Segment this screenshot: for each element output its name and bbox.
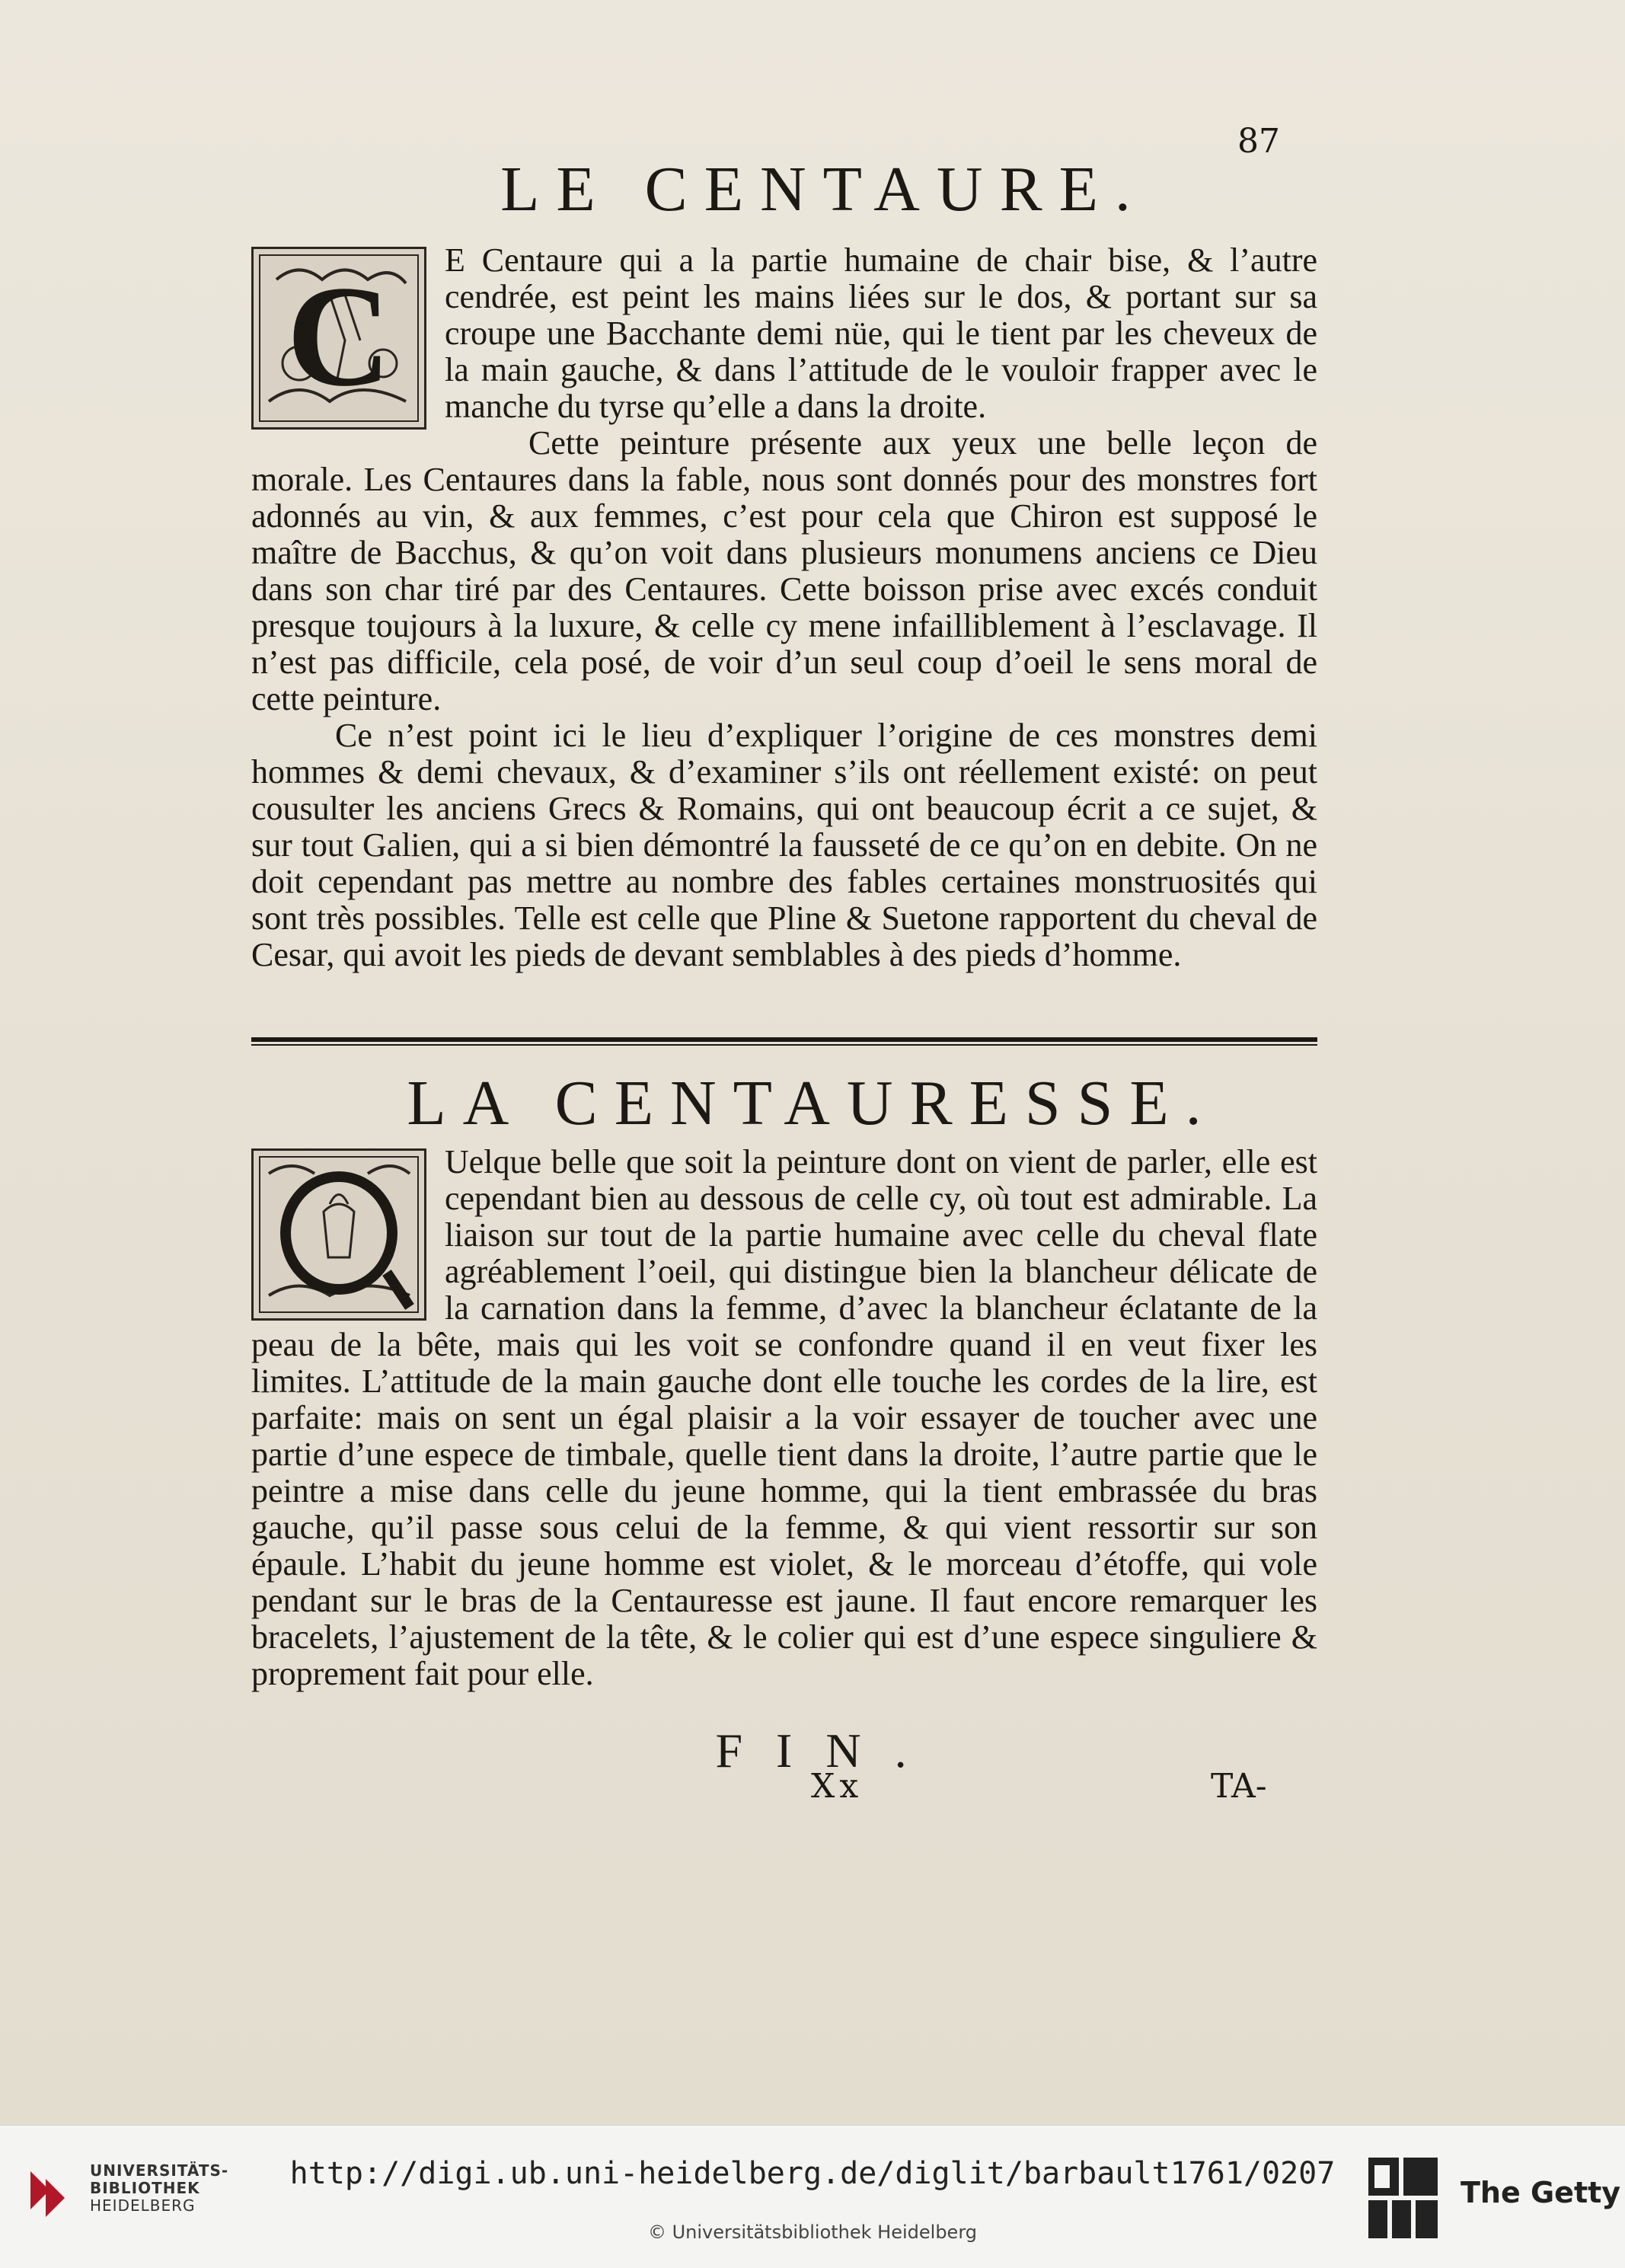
- section-divider: [251, 1037, 1317, 1046]
- page-number: 87: [1237, 122, 1280, 161]
- svg-text:C: C: [286, 257, 391, 417]
- section-title-le-centaure: LE CENTAURE.: [500, 154, 1148, 225]
- ornament-vase-icon: [254, 1151, 424, 1318]
- section-title-la-centauresse: LA CENTAURESSE.: [407, 1068, 1218, 1139]
- ornament-icon: [254, 249, 424, 427]
- paragraph-2: Cette peinture présente aux yeux une belle leçon de morale. Les Centaures dans la fable, nous sont donnés pour des monstres fort adonnés au vin, & aux femmes, c’est pour cela que Chiron est supposé le maître de Bacchus, & qu’on voit dans plusieurs monumens anciens ce Dieu dans son char tiré par des Centaures. Cette boisson prise avec excés conduit presque toujours à la luxure, & celle cy mene infailliblement à l’esclavage. Il n’est pas difficile, cela posé, de voir d’un seul coup d’oeil le sens moral de cette peinture.: [251, 424, 1317, 717]
- paragraph-4: Uelque belle que soit la peinture dont on vient de parler, elle est cependant bien au dessous de celle cy, où tout est admirable. La liaison sur tout de la partie humaine avec celle du cheval flate agréablement l’oeil, qui distingue bien la blancheur délicate de la carnation dans la femme, d’avec la blancheur éclatante de la peau de la bête, mais qui les voit se confondre quand il en veut fixer les limites. L’attitude de la main gauche dont elle touche les cordes de la lire, est parfaite: mais on sent un égal plaisir a la voir essayer de toucher avec une partie d’une espece de timbale, quelle tient dans la droite, l’autre partie que le peintre a mise dans celle du jeune homme, qui la tient embrassée du bras gauche, qu’il passe sous celui de la femme, & qui vient ressortir sur son épaule. L’habit du jeune homme est violet, & le morceau d’étoffe, qui vole pendant sur le bras de la Centauresse est jaune. Il faut encore remarquer les bracelets, l’ajustement de la tête, & le colier qui est d’une espece singuliere & proprement fait pour elle.: [251, 1143, 1317, 1692]
- paragraph-3: Ce n’est point ici le lieu d’expliquer l’origine de ces monstres demi hommes & demi chevaux, & d’examiner s’ils ont réellement existé: on peut cousulter les anciens Grecs & Romains, qui ont beaucoup écrit a ce sujet, & sur tout Galien, qui a si bien démontré la fausseté de ce qu’on en debite. On ne doit cependant pas mettre au nombre des fables certaines monstruosités qui sont très possibles. Telle est celle que Pline & Suetone rapportent du cheval de Cesar, qui avoit les pieds de devant semblables à des pieds d’homme.: [251, 717, 1317, 973]
- paragraph-1: E Centaure qui a la partie humaine de chair bise, & l’autre cendrée, est peint les mains liées sur le dos, & portant sur sa croupe une Bacchante demi nüe, qui le tient par les cheveux de la main gauche, & dans l’attitude de le vouloir frapper avec le manche du tyrse qu’elle a dans la droite.: [445, 241, 1317, 425]
- institution-name: UNIVERSITÄTS- BIBLIOTHEK HEIDELBERG: [90, 2161, 229, 2215]
- viewer-footer: [0, 2125, 1625, 2268]
- ornamental-initial-c: [251, 247, 426, 430]
- signature-mark: Xx: [811, 1767, 864, 1806]
- copyright-notice: © Universitätsbibliothek Heidelberg: [647, 2222, 977, 2243]
- section-body-le-centaure: [251, 242, 1317, 973]
- catchword: TA-: [1211, 1767, 1267, 1806]
- permalink-url[interactable]: http://digi.ub.uni-heidelberg.de/diglit/barbault1761/0207: [289, 2156, 1336, 2191]
- fin-text: FIN.: [715, 1723, 940, 1778]
- ornamental-initial-q: [251, 1148, 426, 1321]
- partner-name: The Getty: [1461, 2176, 1621, 2209]
- section-body-la-centauresse: [251, 1144, 1317, 1692]
- getty-logo-icon[interactable]: [1367, 2156, 1439, 2240]
